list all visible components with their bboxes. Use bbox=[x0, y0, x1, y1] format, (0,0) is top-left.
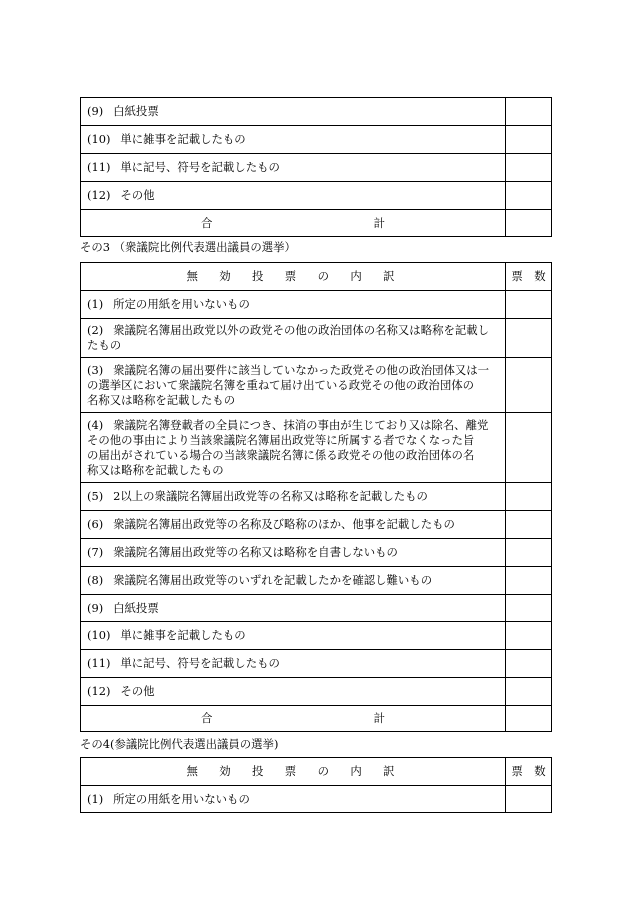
count-cell bbox=[506, 678, 552, 706]
table-row bbox=[81, 511, 552, 539]
total-label-left: 合 bbox=[201, 711, 213, 725]
table-row bbox=[81, 98, 552, 126]
item-text: 衆議院名簿届出政党等の名称及び略称のほか、他事を記載したもの bbox=[113, 517, 455, 531]
table-row bbox=[81, 567, 552, 595]
item-number: (8) bbox=[87, 573, 104, 587]
total-count-cell bbox=[506, 210, 552, 237]
content-cell bbox=[81, 786, 506, 813]
item-number: (2) bbox=[87, 323, 104, 337]
count-cell bbox=[506, 98, 552, 126]
table-row bbox=[81, 319, 552, 358]
section-caption-3: その3 （衆議院比例代表選出議員の選挙） bbox=[80, 240, 296, 254]
count-cell bbox=[506, 567, 552, 595]
table-row bbox=[81, 678, 552, 706]
item-number: (10) bbox=[87, 132, 111, 146]
content-cell bbox=[81, 483, 506, 511]
item-number: (3) bbox=[87, 362, 104, 377]
header-row bbox=[81, 263, 552, 291]
count-cell bbox=[506, 511, 552, 539]
item-line bbox=[87, 363, 499, 378]
item-number: (12) bbox=[87, 684, 111, 698]
header-content: 無 効 投 票 の 内 訳 bbox=[81, 263, 506, 291]
table-row bbox=[81, 154, 552, 182]
content-cell bbox=[81, 291, 506, 319]
count-cell bbox=[506, 650, 552, 678]
item-text: 衆議院名簿届出政党等の名称又は略称を自書しないもの bbox=[113, 545, 398, 559]
item-number: (7) bbox=[87, 545, 104, 559]
header-content: 無 効 投 票 の 内 訳 bbox=[81, 758, 506, 786]
content-cell bbox=[81, 539, 506, 567]
content-cell bbox=[81, 622, 506, 650]
count-cell bbox=[506, 154, 552, 182]
item-number: (5) bbox=[87, 489, 104, 503]
item-text: 単に雑事を記載したもの bbox=[120, 132, 246, 146]
content-cell bbox=[81, 98, 506, 126]
item-text: 単に記号、符号を記載したもの bbox=[120, 160, 280, 174]
item-text: 衆議院名簿の届出要件に該当していなかった政党その他の政治団体又は一 bbox=[113, 362, 490, 377]
item-number: (4) bbox=[87, 417, 104, 432]
item-text: その他 bbox=[120, 684, 155, 698]
content-cell bbox=[81, 319, 506, 358]
item-line: の選挙区において衆議院名簿を重ねて届け出ている政党その他の政治団体の bbox=[87, 377, 474, 392]
table-row bbox=[81, 413, 552, 483]
item-number: (11) bbox=[87, 656, 111, 670]
header-row bbox=[81, 758, 552, 786]
count-cell bbox=[506, 622, 552, 650]
table-row bbox=[81, 595, 552, 622]
item-number: (1) bbox=[87, 791, 104, 806]
item-number: (6) bbox=[87, 517, 104, 531]
item-line: の届出がされている場合の当該衆議院名簿に係る政党その他の政治団体の名 bbox=[87, 447, 475, 462]
invalid-votes-table-house-of-representatives bbox=[80, 262, 552, 732]
content-cell bbox=[81, 154, 506, 182]
total-count-cell bbox=[506, 706, 552, 732]
section-caption-4: その4(参議院比例代表選出議員の選挙) bbox=[80, 737, 279, 751]
item-line bbox=[87, 418, 499, 433]
item-number: (9) bbox=[87, 104, 104, 118]
count-cell bbox=[506, 126, 552, 154]
total-label-cell bbox=[81, 210, 506, 237]
content-cell bbox=[81, 595, 506, 622]
total-label-right: 計 bbox=[373, 215, 385, 230]
item-number: (11) bbox=[87, 160, 111, 174]
content-cell bbox=[81, 182, 506, 210]
table-row bbox=[81, 622, 552, 650]
content-cell bbox=[81, 650, 506, 678]
item-text: 2以上の衆議院名簿届出政党等の名称又は略称を記載したもの bbox=[113, 489, 428, 503]
count-cell bbox=[506, 358, 552, 413]
table-row bbox=[81, 786, 552, 813]
table-row bbox=[81, 291, 552, 319]
table-row bbox=[81, 539, 552, 567]
header-count: 票 数 bbox=[506, 263, 552, 291]
total-label-right: 計 bbox=[373, 711, 385, 725]
item-line: その他の事由により当該衆議院名簿届出政党等に所属する者でなくなった旨 bbox=[87, 432, 475, 447]
count-cell bbox=[506, 786, 552, 813]
item-text: 衆議院名簿登載者の全員につき、抹消の事由が生じており又は除名、離党 bbox=[113, 417, 489, 432]
item-text: その他 bbox=[120, 188, 155, 202]
content-cell bbox=[81, 413, 506, 483]
table-row bbox=[81, 182, 552, 210]
header-count: 票 数 bbox=[506, 758, 552, 786]
item-number: (1) bbox=[87, 297, 104, 311]
item-text: 単に雑事を記載したもの bbox=[120, 628, 246, 642]
total-label-left: 合 bbox=[201, 215, 213, 230]
count-cell bbox=[506, 595, 552, 622]
item-number: (12) bbox=[87, 188, 111, 202]
count-cell bbox=[506, 483, 552, 511]
count-cell bbox=[506, 319, 552, 358]
invalid-votes-table-house-of-councillors bbox=[80, 757, 552, 813]
item-number: (10) bbox=[87, 628, 111, 642]
table-row bbox=[81, 358, 552, 413]
item-text: 白紙投票 bbox=[113, 104, 159, 118]
content-cell bbox=[81, 358, 506, 413]
total-row bbox=[81, 706, 552, 732]
table-row bbox=[81, 650, 552, 678]
count-cell bbox=[506, 539, 552, 567]
item-text: 所定の用紙を用いないもの bbox=[113, 791, 250, 806]
item-line bbox=[87, 323, 499, 338]
invalid-votes-table-continued bbox=[80, 97, 552, 237]
table-row bbox=[81, 483, 552, 511]
total-label-cell bbox=[81, 706, 506, 732]
item-line: 名称又は略称を記載したもの bbox=[87, 392, 236, 407]
item-text: 所定の用紙を用いないもの bbox=[113, 297, 250, 311]
item-text: 白紙投票 bbox=[113, 600, 159, 615]
content-cell bbox=[81, 511, 506, 539]
content-cell bbox=[81, 678, 506, 706]
item-text: 衆議院名簿届出政党等のいずれを記載したかを確認し難いもの bbox=[113, 573, 433, 587]
item-text: 衆議院名簿届出政党以外の政党その他の政治団体の名称又は略称を記載し bbox=[113, 323, 490, 337]
item-number: (9) bbox=[87, 600, 104, 615]
content-cell bbox=[81, 126, 506, 154]
count-cell bbox=[506, 413, 552, 483]
content-cell bbox=[81, 567, 506, 595]
count-cell bbox=[506, 182, 552, 210]
item-line: たもの bbox=[87, 338, 122, 352]
item-text: 単に記号、符号を記載したもの bbox=[120, 656, 280, 670]
total-row bbox=[81, 210, 552, 237]
table-row bbox=[81, 126, 552, 154]
count-cell bbox=[506, 291, 552, 319]
item-line: 称又は略称を記載したもの bbox=[87, 462, 224, 477]
